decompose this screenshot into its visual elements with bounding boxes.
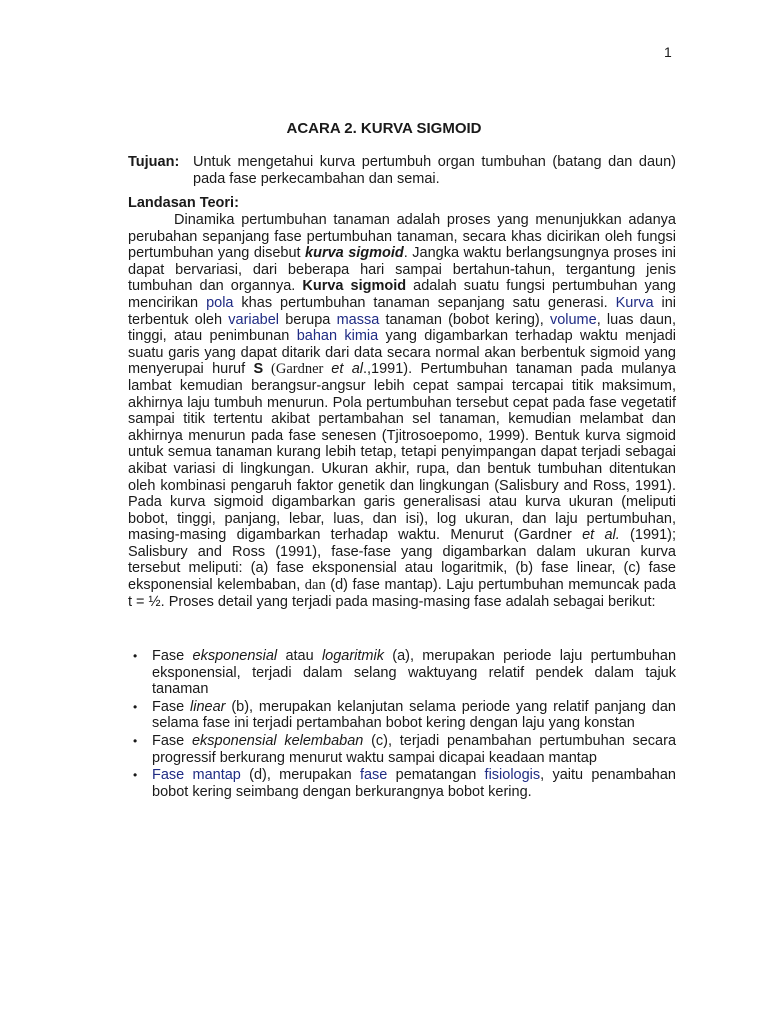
text-run: (a), merupakan periode laju pertumbuhan eksponensial, terjadi dalam selang waktuyang relatif pendek dalam tajuk tanaman (152, 648, 677, 698)
term-logaritmik: logaritmik (321, 648, 384, 664)
term-kurva-sigmoid: kurva sigmoid (305, 245, 404, 262)
bullet-icon: • (133, 768, 138, 783)
text-run: yang digambarkan terhadap waktu menjadi (378, 328, 676, 345)
text-run: , yaitu penambahan bobot kering seimbang dengan berkurangnya bobot kering. (152, 767, 676, 800)
text-run: , luas daun, tinggi, atau penimbunan (128, 311, 676, 345)
list-item-phase-c (128, 733, 676, 766)
link-fisiologis[interactable]: fisiologis (484, 767, 541, 784)
term-kurva-sigmoid-bold: Kurva sigmoid (302, 278, 407, 295)
page-number: 1 (664, 44, 672, 60)
text-run: tanaman (bobot kering), (379, 311, 550, 328)
text-run: . Jangka waktu berlangsungnya proses ini dapat bervariasi, dari beberapa hari sampai bertahun-tahun, tergantung jenis tumbuhan dan organnya. (128, 245, 676, 295)
link-variabel[interactable]: variabel (228, 311, 280, 328)
bullet-icon: • (133, 649, 138, 663)
link-volume[interactable]: volume (549, 311, 597, 328)
list-item-phase-a (128, 648, 676, 698)
text-run: .,1991). Pertumbuhan tanaman pada mulanya lambat kemudian berangsur-angsur lebih cepat sampai tercapai titik maksimum, akhirnya laju tumbuh menurun. Pola pertumbuhan tersebut cepat pada fase vegetatif sampai titik tertentu akibat pertambahan sel tanaman, kemudian melambat dan akhirnya menurun pada fase senesen (Tjitrosoepomo, 1999). Bentuk kurva sigmoid untuk semua tanaman kurang lebih tetap, tetapi penyimpangan dapat terjadi sebagai akibat variasi di lingkungan. Ukuran akhir, rupa, dan bentuk tumbuhan ditentukan oleh kombinasi pengaruh faktor genetik dan lingkungan (Salisbury and Ross, 1991). Pada kurva sigmoid digambarkan garis generalisasi atau kurva ukuran (meliputi bobot, tinggi, panjang, lebar, luas, dan isi), log ukuran, dan laju pertumbuhan, masing-masing digambarkan terhadap waktu. Menurut (Gardner (128, 361, 676, 544)
landasan-paragraph (128, 212, 676, 610)
text-run: (b), merupakan kelanjutan selama periode yang relatif panjang dan selama fase ini terjadi pertambahan bobot kering dengan laju yang konstan (152, 698, 676, 732)
text-run: (1991); Salisbury and Ross (1991), fase-fase yang digambarkan dalam ukuran kurva tersebut meliputi: (a) fase eksponensial atau logaritmik, (b) fase linear, (c) fase eksponensial kelembaban, (128, 527, 676, 594)
document-title: ACARA 2. KURVA SIGMOID (286, 120, 482, 137)
text-run: berupa (279, 311, 337, 328)
text-run: Fase (152, 648, 193, 664)
landasan-heading: Landasan Teori: (128, 195, 239, 211)
bullet-icon: • (133, 733, 138, 748)
et-al: et al. (582, 527, 620, 544)
term-eksponensial-kelembaban: eksponensial kelembaban (191, 732, 364, 749)
link-kurva[interactable]: Kurva (615, 294, 654, 311)
text-run: (c), terjadi penambahan pertumbuhan secara progressif berkurang menurut waktu sampai dicapai keadaan mantap (152, 732, 677, 766)
term-linear: linear (190, 698, 226, 715)
link-bahan-kimia[interactable]: bahan kimia (296, 328, 379, 345)
text-run: Fase (152, 732, 192, 749)
link-fase[interactable]: fase (359, 767, 388, 784)
text-run: pematangan (387, 767, 485, 784)
bullet-icon: • (133, 699, 138, 714)
letter-s: S (253, 361, 264, 378)
term-eksponensial: eksponensial (192, 648, 278, 664)
text-run: (d), merupakan (240, 767, 360, 784)
text-run: yang mencirikan (128, 278, 676, 311)
list-item-phase-b (128, 699, 676, 732)
link-pola[interactable]: pola (206, 294, 234, 311)
link-massa[interactable]: massa (336, 311, 380, 328)
text-run: (d) fase mantap). Laju pertumbuhan memuncak pada t = ½. Proses detail yang terjadi pada masing-masing fase adalah sebagai berikut: (128, 577, 676, 610)
list-item-phase-d (128, 767, 676, 800)
text-run: pertumbuhan (552, 278, 638, 295)
tujuan-label: Tujuan: (128, 154, 180, 170)
text-run: yang dapat ditarik dari data secara normal akan berbentuk sigmoid yang menyerupai huruf (128, 344, 676, 378)
link-fase-mantap[interactable]: Fase mantap (152, 767, 241, 784)
text-run-dan: dan (304, 577, 326, 594)
text-run: atau (277, 648, 322, 664)
text-run: adalah suatu fungsi (406, 278, 553, 295)
text-run: (Gardner (263, 361, 332, 378)
text-run: Fase (152, 698, 191, 715)
text-run: suatu garis (128, 344, 200, 361)
tujuan-section (128, 154, 676, 188)
text-run: Dinamika pertumbuhan tanaman adalah proses yang menunjukkan adanya perubahan sepanjang fase pertumbuhan tanaman, secara khas dicirikan oleh fungsi pertumbuhan yang disebut (128, 212, 676, 262)
et-al: et al (331, 361, 363, 378)
text-run: ini terbentuk oleh (128, 294, 676, 328)
phase-list (128, 648, 676, 801)
tujuan-text: Untuk mengetahui kurva pertumbuh organ tumbuhan (batang dan daun) pada fase perkecambahan dan semai. (193, 154, 676, 187)
text-run: khas pertumbuhan tanaman sepanjang satu generasi. (233, 294, 616, 311)
